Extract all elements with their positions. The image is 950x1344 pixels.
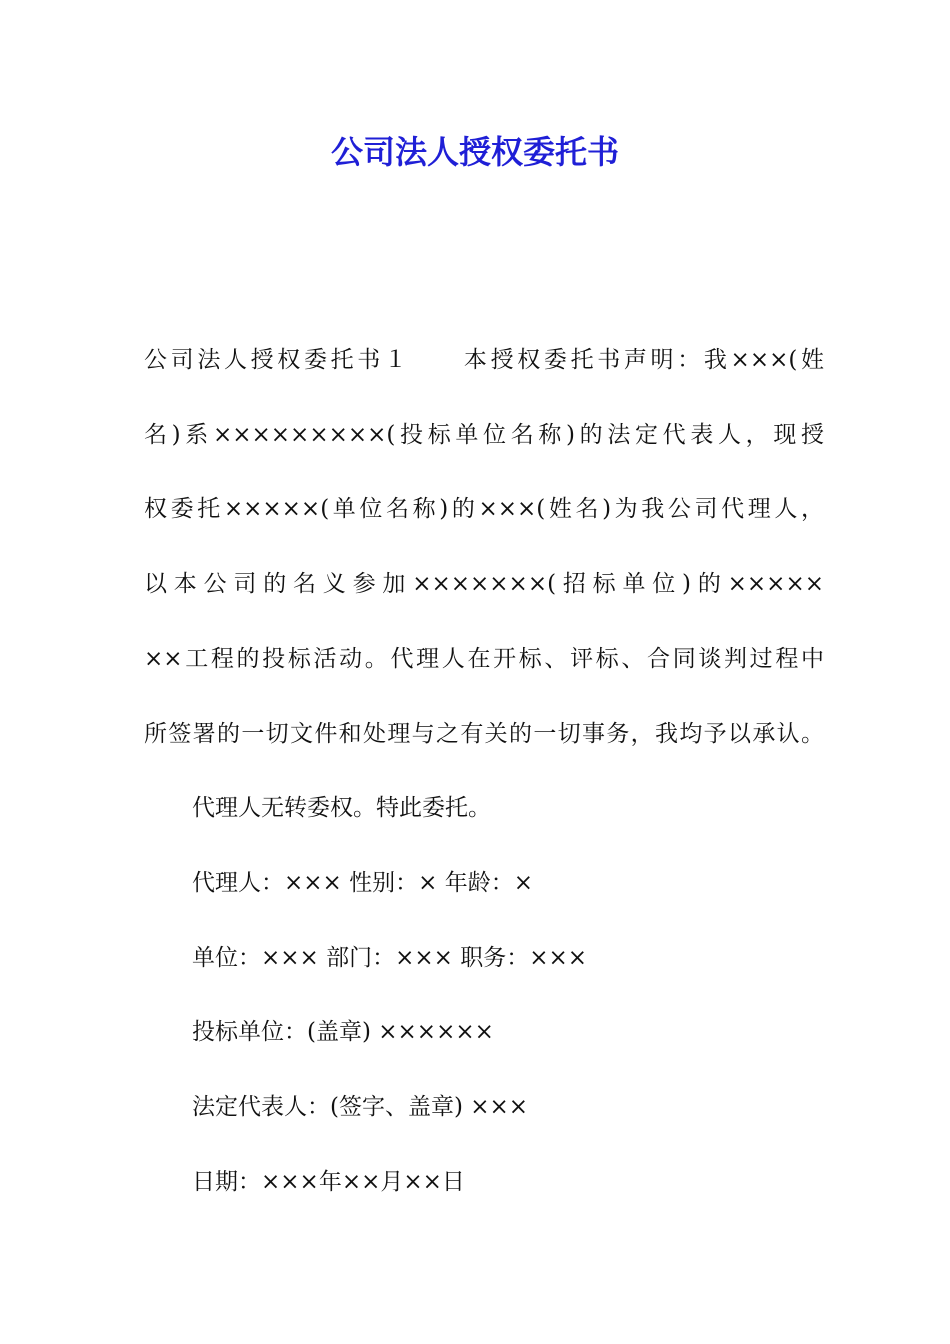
body-line: 名)系×××××××××(投标单位名称)的法定代表人，现授 — [144, 422, 824, 448]
body-line: 所签署的一切文件和处理与之有关的一切事务，我均予以承认。 — [144, 721, 824, 747]
body-line: 以本公司的名义参加×××××××(招标单位)的××××× — [144, 571, 824, 597]
body-line: 权委托×××××(单位名称)的×××(姓名)为我公司代理人， — [144, 496, 824, 522]
document-title: 公司法人授权委托书 — [330, 133, 619, 171]
no-delegation-statement: 代理人无转委权。特此委托。 — [192, 795, 491, 821]
agent-info-line: 代理人：××× 性别：× 年龄：× — [192, 870, 533, 896]
unit-info-line: 单位：××× 部门：××× 职务：××× — [192, 945, 588, 971]
bidder-line: 投标单位：(盖章) ×××××× — [192, 1019, 494, 1045]
body-line: ××工程的投标活动。代理人在开标、评标、合同谈判过程中 — [144, 646, 824, 672]
legal-representative-line: 法定代表人：(签字、盖章) ××× — [192, 1094, 529, 1120]
body-line: 公司法人授权委托书１ 本授权委托书声明：我×××(姓 — [144, 347, 824, 373]
date-line: 日期：×××年××月××日 — [192, 1169, 465, 1195]
